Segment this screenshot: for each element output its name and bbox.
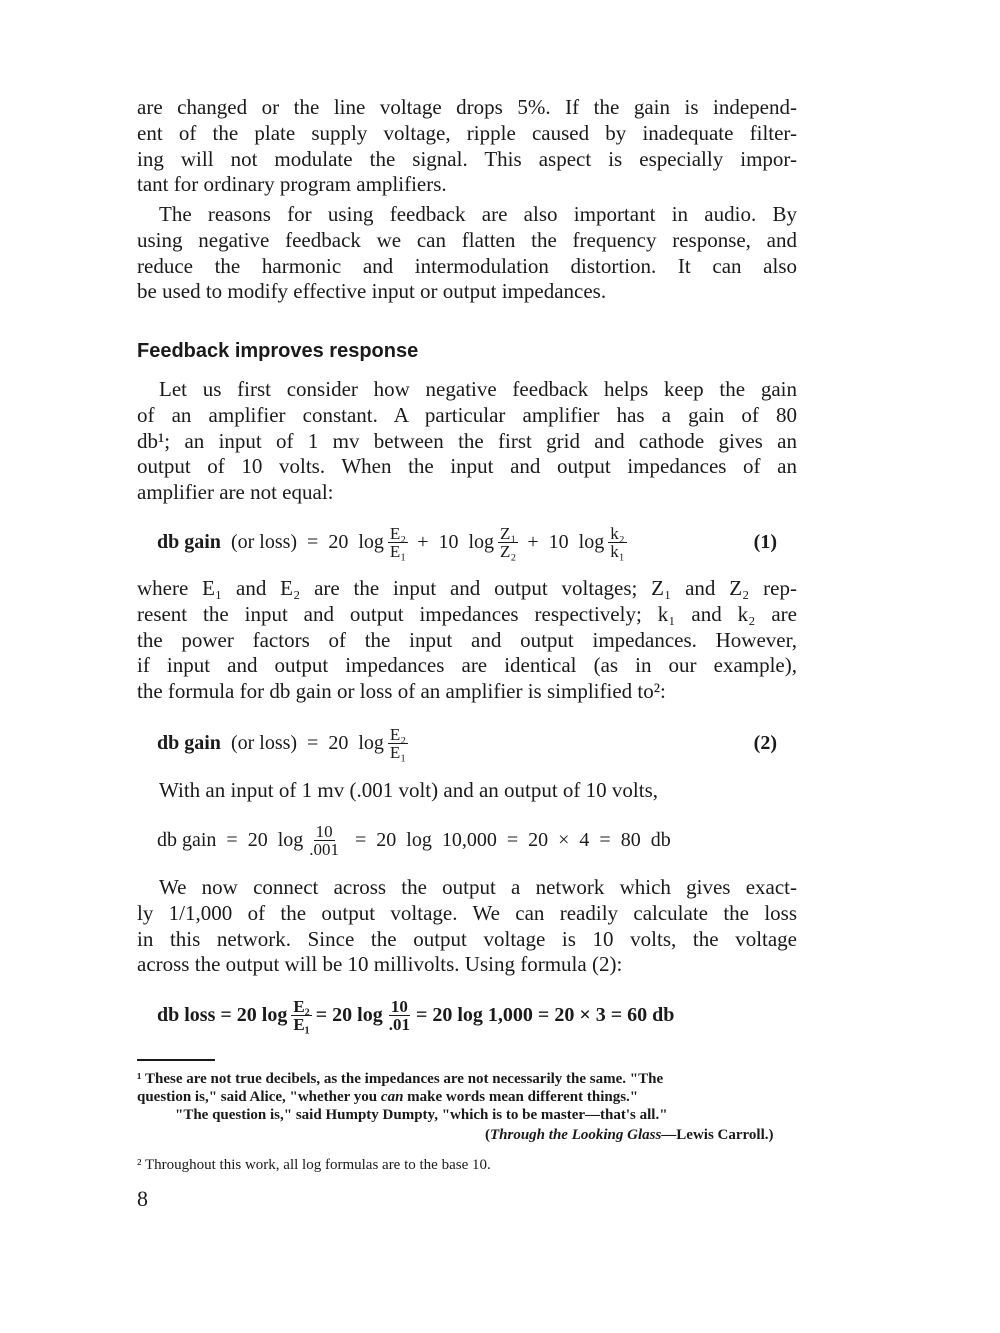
fraction [387, 998, 412, 1033]
text-line: where E₁ and E₂ are the input and output voltages; Z₁ and Z₂ rep- [137, 576, 797, 600]
paragraph-1 [137, 95, 797, 198]
fraction [388, 525, 408, 560]
equation-number: (1) [753, 530, 777, 553]
footnote-line [137, 1126, 797, 1144]
numerator: 10 [390, 996, 408, 1016]
fraction [608, 525, 626, 560]
text-line: ent of the plate supply voltage, ripple caused by inadequate filter- [137, 120, 797, 145]
eq2-paren: (or loss) = 20 log [220, 731, 384, 754]
footnote-rule [137, 1059, 215, 1061]
text-line: in this network. Since the output voltage is 10 volts, the voltage [137, 926, 797, 951]
eq1-term: + 10 log [522, 530, 605, 553]
text-line: tant for ordinary program amplifiers. [137, 172, 447, 197]
eq3-rhs: = 20 log 10,000 = 20 × 4 = 80 db [345, 828, 671, 851]
footnote-line: ¹ These are not true decibels, as the impedances are not necessarily the same. "The [137, 1071, 664, 1087]
text-line: We now connect across the output a network which gives exact- [159, 875, 797, 899]
italic-text: can [380, 1089, 404, 1105]
equation-3 [157, 818, 777, 862]
text-line: of an amplifier constant. A particular amplifier has a gain of 80 [137, 402, 797, 427]
text-line: amplifier are not equal: [137, 480, 334, 505]
text-line: using negative feedback we can flatten the frequency response, and [137, 227, 797, 252]
numerator: Z₁ [500, 523, 517, 543]
numerator: E₂ [293, 996, 310, 1016]
denominator: E₁ [389, 541, 407, 561]
text-line: ly 1/1,000 of the output voltage. We can readily calculate the loss [137, 900, 797, 925]
numerator: E₂ [389, 523, 407, 543]
equation-number: (2) [753, 731, 777, 754]
text-line: output of 10 volts. When the input and output impedances of an [137, 454, 797, 479]
eq4-lhs: db loss = 20 log [157, 1003, 288, 1026]
denominator: E₁ [389, 742, 407, 762]
footnote-1 [137, 1070, 797, 1144]
numerator: 10 [315, 821, 333, 841]
text-line: Let us first consider how negative feedback helps keep the gain [159, 377, 797, 401]
footnote-line: "The question is," said Humpty Dumpty, "which is to be master—that's all." [175, 1107, 668, 1123]
denominator: k₁ [610, 541, 625, 561]
italic-text: Through the Looking Glass [490, 1127, 662, 1143]
text-line: are changed or the line voltage drops 5%. If the gain is independ- [137, 95, 797, 119]
text: ( [485, 1127, 490, 1143]
paragraph-6 [137, 875, 797, 978]
paragraph-2 [137, 202, 797, 305]
eq1-paren: (or loss) = 20 log [220, 530, 384, 553]
text-line: across the output will be 10 millivolts. Using formula (2): [137, 952, 623, 977]
equation-1 [157, 520, 777, 564]
section-heading: Feedback improves response [137, 340, 419, 362]
eq4-rhs: = 20 log 1,000 = 20 × 3 = 60 db [415, 1003, 675, 1026]
text-line: The reasons for using feedback are also important in audio. By [159, 202, 797, 226]
text: question is," said Alice, "whether you [137, 1089, 381, 1105]
fraction [498, 525, 518, 560]
eq3-lhs: db gain = 20 log [157, 828, 304, 851]
fraction [307, 823, 341, 858]
text-line: if input and output impedances are identical (as in our example), [137, 653, 797, 678]
text-line: be used to modify effective input or output impedances. [137, 279, 607, 304]
denominator: .001 [309, 839, 340, 859]
text-line: resent the input and output impedances respectively; k₁ and k₂ are [137, 601, 797, 626]
denominator: .01 [388, 1014, 410, 1034]
eq4-term: = 20 log [315, 1003, 383, 1026]
text-line: ing will not modulate the signal. This aspect is especially impor- [137, 146, 797, 171]
eq2-lhs: db gain [157, 731, 221, 754]
footnote-line [137, 1088, 797, 1106]
numerator: E₂ [389, 724, 407, 744]
text: make words mean different things." [403, 1089, 639, 1105]
text-line: With an input of 1 mv (.001 volt) and an output of 10 volts, [159, 778, 659, 802]
footnote-2: ² Throughout this work, all log formulas are to the base 10. [137, 1157, 491, 1173]
text-line: db¹; an input of 1 mv between the first grid and cathode gives an [137, 428, 797, 453]
page-number: 8 [137, 1186, 148, 1211]
eq1-term: + 10 log [412, 530, 495, 553]
denominator: E₁ [293, 1014, 310, 1034]
text: —Lewis Carroll.) [661, 1127, 774, 1143]
fraction [291, 998, 311, 1033]
equation-2 [157, 721, 777, 765]
text-line: the power factors of the input and output impedances. However, [137, 627, 797, 652]
eq1-lhs: db gain [157, 530, 221, 553]
paragraph-5 [137, 778, 797, 804]
denominator: Z₂ [500, 541, 517, 561]
paragraph-4 [137, 576, 797, 705]
numerator: k₂ [610, 523, 625, 543]
text-line: reduce the harmonic and intermodulation distortion. It can also [137, 253, 797, 278]
text-line: the formula for db gain or loss of an amplifier is simplified to²: [137, 679, 666, 704]
paragraph-3 [137, 377, 797, 506]
equation-4 [157, 993, 777, 1037]
fraction [388, 726, 408, 761]
